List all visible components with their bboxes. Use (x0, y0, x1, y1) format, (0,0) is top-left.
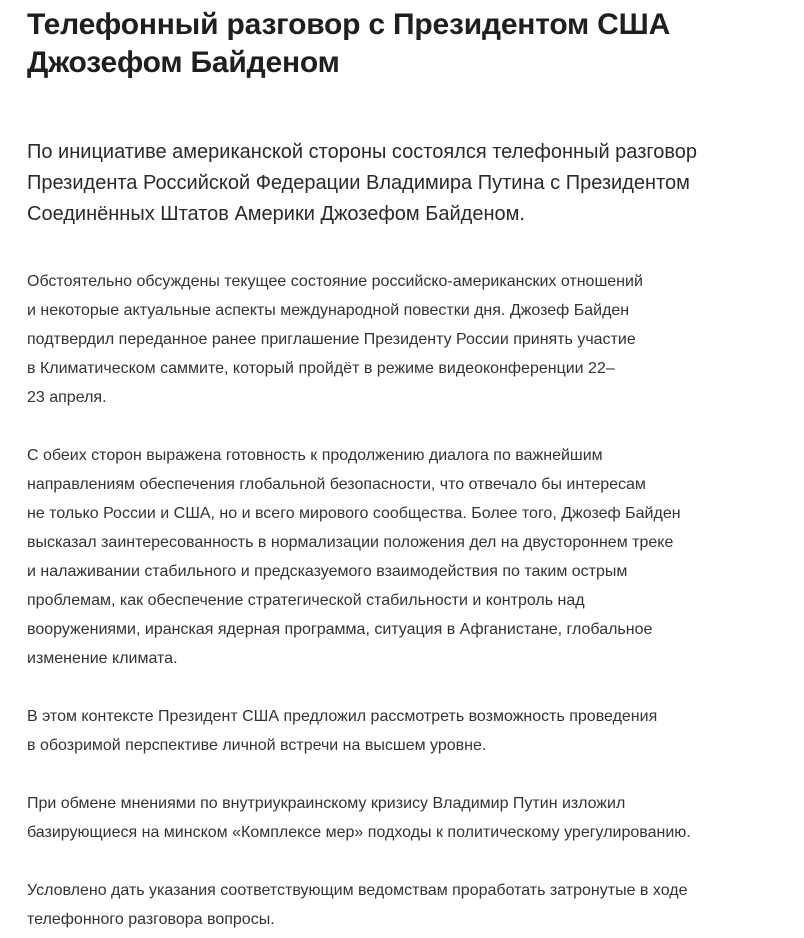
paragraph-line: Условлено дать указания соответствующим ведомствам проработать затронутые в ходе (27, 882, 688, 899)
article-lead (27, 137, 784, 230)
paragraph-line: и налаживании стабильного и предсказуемого взаимодействия по таким острым (27, 563, 628, 580)
paragraph-line: В этом контексте Президент США предложил рассмотреть возможность проведения (27, 708, 658, 725)
paragraph-line: 23 апреля. (27, 389, 107, 406)
lead-line: Президента Российской Федерации Владимира Путина с Президентом (27, 172, 690, 194)
lead-line: Соединённых Штатов Америки Джозефом Байденом. (27, 203, 525, 225)
article-title (27, 0, 784, 82)
paragraph-line: Обстоятельно обсуждены текущее состояние российско-американских отношений (27, 273, 643, 290)
paragraph-line: не только России и США, но и всего мирового сообщества. Более того, Джозеф Байден (27, 505, 681, 522)
paragraph-line: направлениям обеспечения глобальной безопасности, что отвечало бы интересам (27, 476, 646, 493)
paragraph-line: в обозримой перспективе личной встречи на высшем уровне. (27, 737, 487, 754)
lead-line: По инициативе американской стороны состоялся телефонный разговор (27, 141, 697, 163)
paragraph-line: С обеих сторон выражена готовность к продолжению диалога по важнейшим (27, 447, 603, 464)
paragraph-line: подтвердил переданное ранее приглашение Президенту России принять участие (27, 331, 636, 348)
paragraph-line: проблемам, как обеспечение стратегической стабильности и контроль над (27, 592, 585, 609)
paragraph-line: базирующиеся на минском «Комплексе мер» подходы к политическому урегулированию. (27, 824, 691, 841)
paragraph-line: высказал заинтересованность в нормализации положения дел на двустороннем треке (27, 534, 674, 551)
paragraph-line: телефонного разговора вопросы. (27, 911, 275, 928)
paragraph-line: вооружениями, иранская ядерная программа, ситуация в Афганистане, глобальное (27, 621, 653, 638)
article-title-line: Телефонный разговор с Президентом США (27, 8, 671, 41)
paragraph-instructions (27, 876, 784, 934)
paragraph-line: При обмене мнениями по внутриукраинскому кризису Владимир Путин изложил (27, 795, 626, 812)
paragraph-line: в Климатическом саммите, который пройдёт в режиме видеоконференции 22– (27, 360, 615, 377)
paragraph-meeting (27, 702, 784, 760)
paragraph-relations (27, 267, 784, 412)
paragraph-line: изменение климата. (27, 650, 178, 667)
article-title-line: Джозефом Байденом (27, 46, 340, 79)
paragraph-line: и некоторые актуальные аспекты международной повестки дня. Джозеф Байден (27, 302, 630, 319)
paragraph-security (27, 441, 784, 673)
paragraph-ukraine (27, 789, 784, 847)
